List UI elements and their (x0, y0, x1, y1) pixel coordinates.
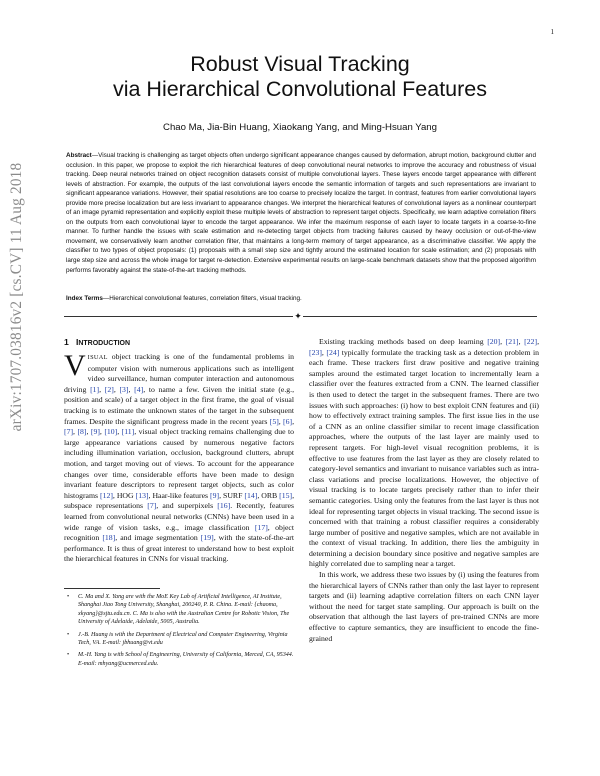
section-title-rest: NTRODUCTION (78, 340, 131, 347)
citation-link[interactable]: [3] (119, 384, 129, 394)
citation-link[interactable]: [11] (121, 427, 135, 437)
citation-link[interactable]: [18] (102, 533, 116, 543)
section-title-initial: I (75, 337, 79, 347)
text-run: , object recognition (64, 522, 295, 543)
footnote-bullet: • (67, 594, 70, 600)
text-run: , and superpixels (156, 501, 218, 511)
footnote (64, 593, 294, 627)
citation-link[interactable]: [20] (487, 337, 501, 346)
body-paragraph: Existing tracking methods based on deep learning [20], [21], [22], [23], [24] typically formulate the tracking task as a detection problem in each frame. These trackers first draw positive and negative training samples around the estimated target location to incrementally learn a classifier over the features extracted from a CNN. The learned classifier is then used to detect the target in the subsequent frames. There are two issues with such approaches: (i) how to best exploit CNN features and (ii) how to effectively extract training samples. The first issue lies in the use of a CNN as an online classifier similar to recent image classification approaches, where the outputs of the last layer are mainly used to represent targets. For high-level visual recognition problems, it is effective to use features from the last layer as they are closely related to category-level semantics and invariant to nuisance variables such as intra-class variations and precise localizations. However, the objective of visual tracking is to locate targets precisely rather than to infer their semantic categories. Using only the features from the last layer is thus not ideal for representing target objects in visual tracking. The second issue is concerned with that training a robust classifier requires a considerably large number of positive and negative samples, which are not available in the context of visual tracking. In addition, there lies the ambiguity in determining a decision boundary since positive and negative samples are highly correlated due to sampling near a target. (309, 337, 540, 569)
text-run: , subspace representations (64, 490, 295, 511)
index-terms (66, 295, 536, 302)
citation-link[interactable]: [14] (244, 490, 258, 500)
citation-link[interactable]: [1] (90, 384, 100, 394)
text-run: object tracking is one of the fundamental problems in computer vision with numerous applications such as intelligent video surveillance, human computer interaction and autonomous driving (64, 352, 294, 394)
citation-link[interactable]: [9] (210, 490, 220, 500)
abstract (66, 151, 536, 275)
index-terms-text: —Hierarchical convolutional features, correlation filters, visual tracking. (102, 295, 302, 302)
smallcaps-word: ISUAL (87, 354, 108, 361)
abstract-text: —Visual tracking is challenging as target objects often undergo significant appearance changes caused by deformation, abrupt motion, background clutter and occlusion. In this paper, we propose to exploit the rich hierarchical features of deep convolutional neural networks to improve the accuracy and robustness of visual tracking. Deep neural networks trained on object recognition datasets consist of multiple convolutional layers. These layers encode target appearance with different levels of abstraction. For example, the outputs of the last convolutional layers encode the semantic information of targets and such representations are invariant to significant appearance variations. However, their spatial resolutions are too coarse to precisely localize the target. In contrast, features from earlier convolutional layers provide more precise localization but are less invariant to appearance changes. We interpret the hierarchical features of convolutional layers as a nonlinear counterpart of an image pyramid representation and explicitly exploit these multiple levels of abstraction to represent target objects. Specifically, we learn adaptive correlation filters on the outputs from each convolutional layer to encode the target appearance. We infer the maximum response of each layer to locate targets in a coarse-to-fine manner. To further handle the issues with scale estimation and re-detecting target objects from tracking failures caused by heavy occlusion or out-of-the-view movement, we conservatively learn another correlation filter, that maintains a long-term memory of target appearance, as a discriminative classifier. We apply the classifier to two types of object proposals: (1) proposals with a small step size and tightly around the estimated location for scale estimation; and (2) proposals with large step size and across the whole image for target re-detection. Extensive experimental results on large-scale benchmark datasets show that the proposed algorithm performs favorably against the state-of-the-art tracking methods. (66, 152, 536, 274)
paper-title (0, 52, 600, 102)
drop-cap: V (64, 349, 86, 382)
citation-link[interactable]: [13] (135, 490, 149, 500)
citation-link[interactable]: [4] (134, 384, 144, 394)
text-run: , ORB (257, 490, 280, 500)
citation-link[interactable]: [7] (147, 501, 157, 511)
footnote-text: C. Ma and X. Yang are with the MoE Key Lab of Artificial Intelligence, AI Institute, Shanghai Jiao Tong University, Shanghai, 200240, P. R. China. E-mail: {chaoma, xkyang}@sjtu.edu.cn. C. Ma is also with the Australian Centre for Robotic Vision, The University of Adelaide, Adelaide, 5005, Australia. (78, 594, 290, 626)
citation-link[interactable]: [19] (200, 533, 214, 543)
section-number: 1 (64, 337, 69, 347)
citation-link[interactable]: [17] (254, 522, 268, 532)
footnote-rule (64, 588, 160, 589)
right-column (309, 337, 539, 644)
footnotes (64, 593, 294, 672)
footnote-bullet: • (67, 631, 70, 638)
citation-link[interactable]: [5] (269, 416, 279, 426)
text-run: typically formulate the tracking task as a detection problem in each frame. These trackers first draw positive and negative training samples around the estimated target location to incrementally learn a classifier over the features extracted from a CNN. The learned classifier is then used to detect the target in the subsequent frames. There are two issues with such approaches: (i) how to best exploit CNN features and (ii) how to effectively extract training samples. The first issue lies in the use of a CNN as an online classifier similar to recent image classification approaches, where the outputs of the last layer are mainly used to represent targets. For high-level visual recognition problems, it is effective to use features from the last layer as they are closely related to category-level semantics and invariant to nuisance variables such as intra-class variations and precise localizations. However, the objective of visual tracking is to locate targets precisely rather than to infer their semantic categories. Using only the features from the last layer is thus not ideal for representing target objects in visual tracking. The second issue is concerned with that training a robust classifier requires a considerably large number of positive and negative samples, which are not available in the context of visual tracking. In addition, there lies the ambiguity in determining a decision boundary since positive and negative samples are highly correlated due to sampling near a target. (309, 347, 539, 569)
footnote-bullet: • (67, 652, 70, 659)
divider-ornament: ✦ (294, 311, 302, 321)
citation-link[interactable]: [16] (217, 501, 231, 511)
footnote-text: M.-H. Yang is with School of Engineering, University of California, Merced, CA, 95344. E-mail: mhyang@ucmerced.edu. (78, 652, 294, 667)
footnote (64, 631, 294, 648)
left-column (64, 349, 295, 565)
section-heading (64, 337, 130, 347)
citation-link[interactable]: [7] (64, 427, 74, 437)
text-run: , with the state-of-the-art performance. It is thus of great interest to understand how to best exploit the hierarchical features in CNNs for visual tracking. (64, 533, 295, 564)
citation-link[interactable]: [23] (309, 347, 322, 357)
citation-link[interactable]: [8] (77, 427, 87, 437)
author-list: Chao Ma, Jia-Bin Huang, Xiaokang Yang, and Ming-Hsuan Yang (163, 122, 437, 133)
index-terms-label: Index Terms (66, 295, 103, 302)
text-run: , SURF (219, 490, 245, 500)
footnote-text: J.-B. Huang is with the Department of Electrical and Computer Engineering, Virginia Tech, VA. E-mail: jbhuang@vt.edu (78, 631, 288, 647)
text-run: . Recently, features learned from convolutional neural networks (CNNs) have been used in a wide range of vision tasks, e.g., image classification (64, 501, 294, 532)
abstract-label: Abstract (66, 152, 92, 159)
title-line-2: via Hierarchical Convolutional Features (112, 77, 488, 101)
citation-link[interactable]: [22] (524, 337, 538, 346)
intro-paragraph-1: VISUAL object tracking is one of the fundamental problems in computer vision with numerous applications such as intelligent video surveillance, human computer interaction and autonomous driving [1], [2], [3], [4], to name a few. Given the initial state (e.g., position and scale) of a target object in the first frame, the goal of visual tracking is to estimate the unknown states of the target in the subsequent frames. Despite the significant progress made in the recent years [5], [6], [7], [8], [9], [10], [11], visual object tracking remains challenging due to large appearance variations caused by numerous negative factors including illumination variation, occlusion, background clutters, abrupt motion, and target moving out of views. To account for the appearance changes over time, considerable efforts have been made to design invariant feature descriptors to represent target objects, such as color histograms [12], HOG [13], Haar-like features [9], SURF [14], ORB [15], subspace representations [7], and superpixels [16]. Recently, features learned from convolutional neural networks (CNNs) have been used in a wide range of vision tasks, e.g., image classification [17], object recognition [18], and image segmentation [19], with the state-of-the-art performance. It is thus of great interest to understand how to best exploit the hierarchical features in CNNs for visual tracking. (64, 349, 295, 564)
text-run: , to name a few. Given the initial state (e.g., position and scale) of a target object in the first frame, the goal of visual tracking is to estimate the unknown states of the target in the subsequent frames. Despite the significant progress made in the recent years (64, 384, 295, 426)
text-run: , Haar-like features (148, 490, 211, 500)
text-run: , and image segmentation (115, 533, 201, 543)
citation-link[interactable]: [12] (100, 490, 113, 500)
footnote (64, 651, 294, 668)
citation-link[interactable]: [15] (279, 490, 293, 500)
text-run: Existing tracking methods based on deep learning (319, 337, 488, 346)
citation-link[interactable]: [2] (104, 384, 114, 394)
text-run: , HOG (112, 490, 136, 500)
citation-link[interactable]: [24] (326, 347, 340, 357)
arxiv-identifier: arXiv:1707.03816v2 [cs.CV] 11 Aug 2018 (8, 162, 25, 432)
citation-link[interactable]: [10] (104, 427, 118, 437)
title-line-1: Robust Visual Tracking (190, 52, 410, 76)
body-paragraph: In this work, we address these two issues by (i) using the features from the hierarchical layers of CNNs rather than only the last layer to represent targets and (ii) learning adaptive correlation filters on each CNN layer without the need for target state sampling. Our approach is built on the observation that although the last layers of pre-trained CNNs are more effective to capture semantics, they are insufficient to encode the fine-grained (309, 570, 539, 643)
citation-link[interactable]: [21] (505, 337, 519, 346)
text-run: , visual object tracking remains challenging due to large appearance variations caused by numerous negative factors including illumination variation, occlusion, background clutters, abrupt motion, and target moving out of views. To account for the appearance changes over time, considerable efforts have been made to design invariant feature descriptors to represent target objects, such as color histograms (64, 427, 295, 500)
citation-link[interactable]: [9] (90, 427, 100, 437)
citation-link[interactable]: [6] (283, 416, 293, 426)
page-number: 1 (550, 28, 554, 36)
